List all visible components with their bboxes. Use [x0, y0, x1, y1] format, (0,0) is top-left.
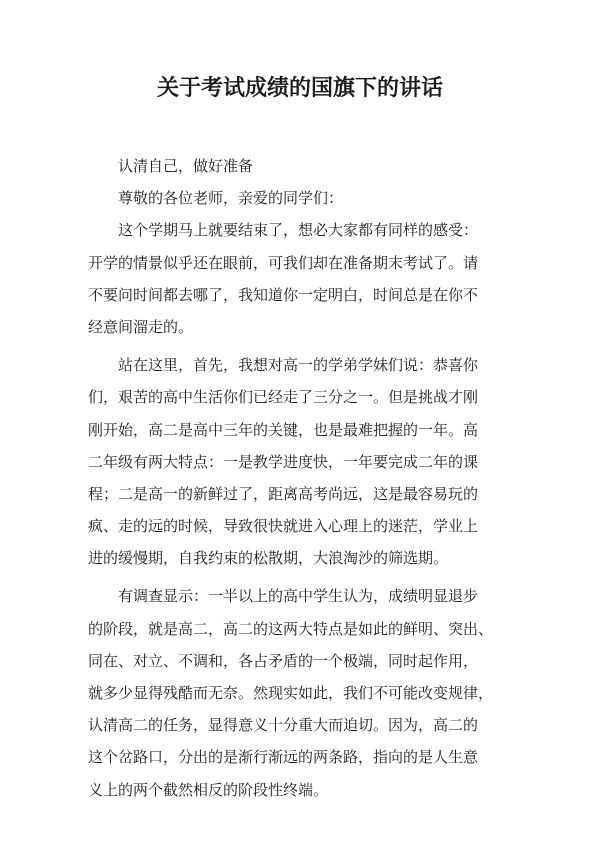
paragraph-1-line-1: 这个学期马上就要结束了，想必大家都有同样的感受： — [118, 221, 479, 240]
document-body — [88, 150, 512, 806]
salutation-line: 尊敬的各位老师，亲爱的同学们： — [118, 189, 344, 208]
paragraph-2-line-2: 们，艰苦的高中生活你们已经走了三分之一。但是挑战才刚 — [88, 388, 479, 407]
paragraph-2-line-4: 二年级有两大特点：一是教学进度快，一年要完成二年的课 — [88, 452, 479, 471]
paragraph-3-line-4: 就多少显得残酷而无奈。然现实如此，我们不可能改变规律， — [88, 684, 494, 702]
paragraph-2-line-1: 站在这里，首先，我想对高一的学弟学妹们说：恭喜你 — [118, 356, 479, 375]
paragraph-3-line-2: 的阶段，就是高二，高二的这两大特点是如此的鲜明、突出、 — [88, 619, 494, 638]
paragraph-3-line-6: 这个岔路口，分出的是渐行渐远的两条路，指向的是人生意 — [88, 748, 479, 767]
paragraph-3-line-5: 认清高二的任务，显得意义十分重大而迫切。因为，高二的 — [88, 716, 479, 735]
paragraph-2-line-3: 刚开始，高二是高中三年的关键，也是最难把握的一年。高 — [88, 420, 479, 439]
subtitle-line: 认清自己，做好准备 — [118, 157, 254, 175]
paragraph-2-line-5: 程；二是高一的新鲜过了，距离高考尚远，这是最容易玩的 — [88, 484, 479, 503]
paragraph-1-line-3: 不要问时间都去哪了，我知道你一定明白，时间总是在你不 — [88, 285, 479, 304]
paragraph-2-line-6: 疯、走的远的时候，导致很快就进入心理上的迷茫，学业上 — [88, 517, 479, 536]
paragraph-3-line-1: 有调查显示：一半以上的高中学生认为，成绩明显退步 — [118, 587, 479, 606]
document-title: 关于考试成绩的国旗下的讲话 — [156, 75, 443, 101]
paragraph-3-line-3: 同在、对立、不调和，各占矛盾的一个极端，同时起作用， — [88, 651, 479, 670]
paragraph-3-line-7: 义上的两个截然相反的阶段性终端。 — [88, 780, 329, 799]
paragraph-1-line-2: 开学的情景似乎还在眼前，可我们却在准备期末考试了。请 — [88, 253, 479, 272]
paragraph-1-line-4: 经意间溜走的。 — [88, 317, 194, 336]
paragraph-2-line-7: 进的缓慢期，自我约束的松散期，大浪淘沙的筛选期。 — [88, 549, 449, 568]
